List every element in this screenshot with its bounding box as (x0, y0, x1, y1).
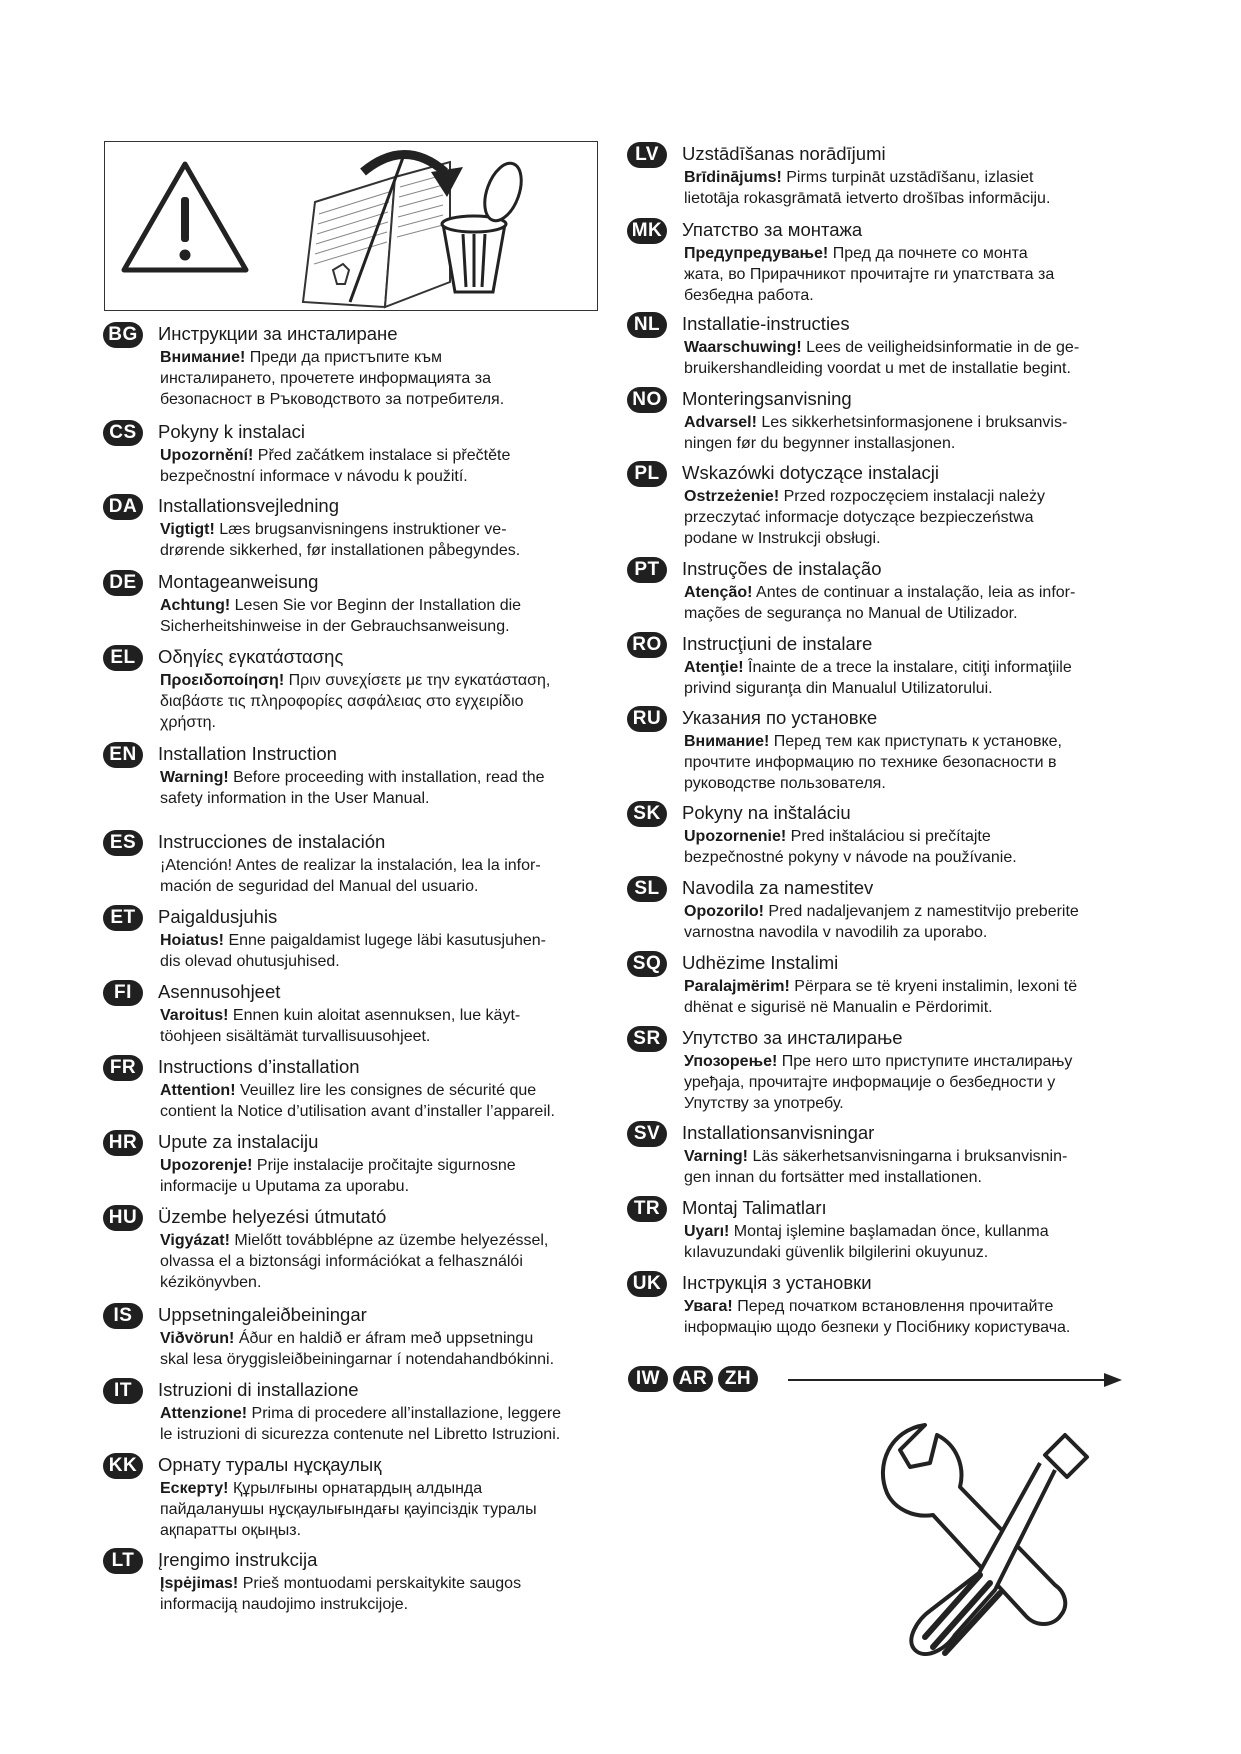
warning-line: Πριν συνεχίσετε με την εγκατάσταση, (284, 672, 551, 689)
warning-line: bruikershandleiding voordat u met de installatie begint. (684, 360, 1071, 377)
manual-icon (303, 162, 450, 307)
warning-label: Upozornenie! (684, 828, 787, 845)
warning-line: безопасност в Ръководството за потребителя. (160, 391, 505, 408)
language-badge: RO (627, 632, 667, 658)
warning-line: informaciją naudojimo instrukcijoje. (160, 1596, 409, 1613)
warning-text (684, 243, 1124, 306)
warning-line: Prieš montuodami perskaitykite saugos (238, 1575, 522, 1592)
arrow-line (788, 1379, 1106, 1381)
warning-line: gen innan du fortsätter med installationen. (684, 1169, 982, 1186)
warning-line: contient la Notice d’utilisation avant d’installer l’appareil. (160, 1103, 555, 1120)
language-badge: MK (627, 218, 667, 244)
language-badge: TR (627, 1196, 667, 1222)
warning-text (160, 855, 600, 897)
warning-label: Vigtigt! (160, 521, 215, 538)
language-badge: NL (627, 312, 667, 338)
warning-label: Waarschuwing! (684, 339, 802, 356)
arrow-right-icon (1104, 1373, 1122, 1387)
warning-line: kézikönyvben. (160, 1274, 262, 1291)
section-title: Інструкція з установки (682, 1272, 872, 1293)
warning-label: Opozorilo! (684, 903, 764, 920)
warning-line: Les sikkerhetsinformasjonene i bruksanvis- (756, 414, 1068, 431)
warning-line: инсталирането, прочетете информацията за (160, 370, 491, 387)
warning-text (684, 976, 1124, 1018)
section-title: Instrucciones de instalación (158, 831, 386, 852)
section-title: Wskazówki dotyczące instalacji (682, 462, 940, 483)
section-title: Uzstādīšanas norādījumi (682, 143, 886, 164)
section-title: Istruzioni di installazione (158, 1379, 359, 1400)
warning-label: Varoitus! (160, 1007, 229, 1024)
language-badge: SK (627, 801, 667, 827)
language-badge: HU (103, 1205, 143, 1231)
section-title: Upute za instalaciju (158, 1131, 319, 1152)
warning-label: Предупредување! (684, 245, 829, 262)
warning-line: kılavuzundaki güvenlik bilgilerini okuyunuz. (684, 1244, 989, 1261)
warning-line: Пред да почнете со монта (828, 245, 1028, 262)
warning-label: Upozornění! (160, 447, 254, 464)
section-title: Упутство за инсталирање (682, 1027, 903, 1048)
language-badge: DA (103, 494, 143, 520)
section-title: Инструкции за инсталиране (158, 323, 398, 344)
warning-label: Atenção! (684, 584, 753, 601)
warning-line: Przed rozpoczęciem instalacji należy (779, 488, 1046, 505)
warning-label: Viðvörun! (160, 1330, 235, 1347)
warning-line: жата, во Прирачникот прочитајте ги упатствата за (684, 266, 1055, 283)
language-badge: SR (627, 1026, 667, 1052)
language-badge: FI (103, 980, 143, 1006)
section-title: Installationsvejledning (158, 495, 340, 516)
warning-text (160, 1230, 600, 1293)
warning-line: mações de segurança no Manual de Utilizador. (684, 605, 1018, 622)
warning-line: Prima di procedere all’installazione, leggere (247, 1405, 562, 1422)
warning-text (160, 1573, 600, 1615)
language-badge: SL (627, 876, 667, 902)
warning-line: пайдаланушы нұсқаулығындағы қауіпсіздік туралы (160, 1501, 537, 1518)
section-title: Installationsanvisningar (682, 1122, 875, 1143)
warning-text (160, 347, 600, 410)
language-badge: PL (627, 461, 667, 487)
warning-line: mación de seguridad del Manual del usuario. (160, 878, 479, 895)
section-title: Udhëzime Instalimi (682, 952, 839, 973)
warning-label: Ostrzeżenie! (684, 488, 780, 505)
language-badge: PT (627, 557, 667, 583)
language-badge: AR (673, 1366, 713, 1392)
warning-line: töohjeen sisältämät turvallisuusohjeet. (160, 1028, 431, 1045)
warning-text (160, 1155, 600, 1197)
warning-line: διαβάστε τις πληροφορίες ασφάλειας στο εγχειρίδιο (160, 693, 524, 710)
warning-line: ¡Atención! Antes de realizar la instalación, lea la infor- (160, 857, 541, 874)
warning-line: руководстве пользователя. (684, 775, 886, 792)
warning-label: Advarsel! (684, 414, 757, 431)
language-badge: UK (627, 1271, 667, 1297)
section-title: Üzembe helyezési útmutató (158, 1206, 387, 1227)
tools-illustration (875, 1415, 1120, 1675)
section-title: Instructions d’installation (158, 1056, 360, 1077)
section-title: Įrengimo instrukcija (158, 1549, 318, 1570)
language-badge: EN (103, 742, 143, 768)
section-title: Navodila za namestitev (682, 877, 874, 898)
section-title: Montaj Talimatları (682, 1197, 827, 1218)
warning-line: dis olevad ohutusjuhised. (160, 953, 340, 970)
language-badge: ES (103, 830, 143, 856)
warning-line: Veuillez lire les consignes de sécurité que (235, 1082, 537, 1099)
warning-label: Attention! (160, 1082, 236, 1099)
section-title: Asennusohjeet (158, 981, 281, 1002)
more-languages-row (628, 1366, 1118, 1396)
warning-text (160, 1403, 600, 1445)
warning-text (160, 1328, 600, 1370)
warning-line: Înainte de a trece la instalare, citiţi informaţiile (743, 659, 1072, 676)
language-badge: LT (103, 1548, 143, 1574)
warning-label: Attenzione! (160, 1405, 248, 1422)
warning-label: Įspėjimas! (160, 1575, 239, 1592)
wrench-screwdriver-icon (875, 1415, 1120, 1670)
warning-line: Përpara se të kryeni instalimin, lexoni të (789, 978, 1078, 995)
warning-line: skal lesa öryggisleiðbeiningarnar í notendahandbókinni. (160, 1351, 555, 1368)
section-title: Pokyny k instalaci (158, 421, 306, 442)
warning-text (684, 826, 1124, 868)
warning-label: Uyarı! (684, 1223, 730, 1240)
section-title: Installatie-instructies (682, 313, 850, 334)
warning-text (160, 930, 600, 972)
warning-line: χρήστη. (160, 714, 216, 731)
warning-line: Lees de veiligheidsinformatie in de ge- (801, 339, 1080, 356)
warning-label: Warning! (160, 769, 229, 786)
warning-line: Áður en haldið er áfram með uppsetningu (234, 1330, 534, 1347)
language-badge: RU (627, 706, 667, 732)
warning-text (160, 445, 600, 487)
warning-label: Achtung! (160, 597, 231, 614)
warning-text (160, 519, 600, 561)
warning-line: Montaj işlemine başlamadan önce, kullanma (729, 1223, 1049, 1240)
warning-line: Пре него што приступите инсталирању (777, 1053, 1073, 1070)
warning-line: Pred nadaljevanjem z namestitvijo preberite (763, 903, 1079, 920)
warning-line: інформацію щодо безпеки у Посібнику користувача. (684, 1319, 1071, 1336)
warning-line: przeczytać informacje dotyczące bezpieczeństwa (684, 509, 1034, 526)
warning-label: Vigyázat! (160, 1232, 230, 1249)
warning-line: informacije u Uputama za uporabu. (160, 1178, 410, 1195)
warning-text (684, 412, 1124, 454)
warning-line: ningen før du begynner installasjonen. (684, 435, 956, 452)
warning-text (684, 1221, 1124, 1263)
warning-label: Внимание! (684, 733, 770, 750)
warning-line: Перед початком встановлення прочитайте (732, 1298, 1054, 1315)
warning-line: Перед тем как приступать к установке, (769, 733, 1062, 750)
warning-line: olvassa el a biztonsági információkat a felhasználói (160, 1253, 523, 1270)
warning-line: Mielőtt továbblépne az üzembe helyezéssel, (229, 1232, 549, 1249)
warning-line: Pred inštaláciou si prečítajte (786, 828, 991, 845)
section-title: Installation Instruction (158, 743, 337, 764)
section-title: Paigaldusjuhis (158, 906, 278, 927)
warning-label: Atenţie! (684, 659, 744, 676)
language-badge: ZH (718, 1366, 758, 1392)
warning-line: уређаја, прочитајте информације о безбедности у (684, 1074, 1056, 1091)
language-badge: BG (103, 322, 143, 348)
warning-label: Hoiatus! (160, 932, 224, 949)
language-badge: LV (627, 142, 667, 168)
language-badge: IW (628, 1366, 668, 1392)
language-badge: IT (103, 1378, 143, 1404)
language-badge: FR (103, 1055, 143, 1081)
language-badge: SV (627, 1121, 667, 1147)
warning-line: dhënat e sigurisë në Manualin e Përdorimit. (684, 999, 993, 1016)
language-badge: SQ (627, 951, 667, 977)
warning-text (684, 1296, 1124, 1338)
language-badge: KK (103, 1453, 143, 1479)
language-badge: HR (103, 1130, 143, 1156)
warning-line: прочтите информацию по технике безопасности в (684, 754, 1057, 771)
section-title: Орнату туралы нұсқаулық (158, 1454, 382, 1475)
warning-text (684, 731, 1124, 794)
warning-label: Paralajmërim! (684, 978, 790, 995)
language-badge: EL (103, 645, 143, 671)
warning-pictogram (104, 141, 598, 311)
section-title: Montageanweisung (158, 571, 319, 592)
warning-text (160, 767, 600, 809)
warning-label: Увага! (684, 1298, 733, 1315)
section-title: Monteringsanvisning (682, 388, 852, 409)
warning-line: bezpečnostní informace v návodu k použití. (160, 468, 468, 485)
warning-line: le istruzioni di sicurezza contenute nel Libretto Istruzioni. (160, 1426, 561, 1443)
language-badge: DE (103, 570, 143, 596)
warning-line: privind siguranţa din Manualul Utilizatorului. (684, 680, 993, 697)
warning-label: Ескерту! (160, 1480, 229, 1497)
warning-line: Před začátkem instalace si přečtěte (253, 447, 511, 464)
warning-text (684, 1051, 1124, 1114)
warning-line: Antes de continuar a instalação, leia as infor- (752, 584, 1076, 601)
language-badge: CS (103, 420, 143, 446)
warning-line: Enne paigaldamist lugege läbi kasutusjuhen- (224, 932, 546, 949)
warning-text (684, 582, 1124, 624)
warning-line: Құрылғыны орнатардың алдында (228, 1480, 483, 1497)
section-title: Pokyny na inštaláciu (682, 802, 851, 823)
warning-line: Lesen Sie vor Beginn der Installation die (230, 597, 522, 614)
section-title: Uppsetningaleiðbeiningar (158, 1304, 367, 1325)
warning-label: Внимание! (160, 349, 246, 366)
warning-line: lietotāja rokasgrāmatā ietverto drošības informāciju. (684, 190, 1051, 207)
section-title: Instruções de instalação (682, 558, 882, 579)
warning-line: drørende sikkerhed, før installationen påbegyndes. (160, 542, 521, 559)
language-badge: IS (103, 1303, 143, 1329)
warning-text (684, 1146, 1124, 1188)
warning-label: Brīdinājums! (684, 169, 782, 186)
warning-line: safety information in the User Manual. (160, 790, 430, 807)
section-title: Указания по установке (682, 707, 878, 728)
warning-text (684, 486, 1124, 549)
warning-text (684, 657, 1124, 699)
warning-line: ақпаратты оқыңыз. (160, 1522, 302, 1539)
warning-line: Læs brugsanvisningens instruktioner ve- (214, 521, 507, 538)
warning-label: Упозорење! (684, 1053, 778, 1070)
warning-line: Упутству за употребу. (684, 1095, 844, 1112)
warning-line: безбедна работа. (684, 287, 814, 304)
warning-text (160, 1005, 600, 1047)
warning-text (160, 595, 600, 637)
section-title: Οδηγίες εγκατάστασης (158, 646, 344, 667)
warning-line: Before proceeding with installation, read the (228, 769, 545, 786)
warning-text (160, 670, 600, 733)
warning-line: bezpečnostné pokyny v návode na používanie. (684, 849, 1017, 866)
warning-line: Läs säkerhetsanvisningarna i bruksanvisnin- (748, 1148, 1068, 1165)
section-title: Упатство за монтажа (682, 219, 863, 240)
warning-line: Pirms turpināt uzstādīšanu, izlasiet (781, 169, 1034, 186)
warning-line: Ennen kuin aloitat asennuksen, lue käyt- (228, 1007, 521, 1024)
warning-label: Varning! (684, 1148, 749, 1165)
warning-text (684, 167, 1124, 209)
warning-text (160, 1478, 600, 1541)
warning-line: Prije instalacije pročitajte sigurnosne (252, 1157, 516, 1174)
language-badge: ET (103, 905, 143, 931)
section-title: Instrucţiuni de instalare (682, 633, 873, 654)
warning-triangle-icon (124, 164, 246, 270)
warning-line: varnostna navodila v navodilih za uporabo. (684, 924, 988, 941)
warning-line: podane w Instrukcji obsługi. (684, 530, 881, 547)
warning-illustration (105, 142, 596, 309)
warning-line: Sicherheitshinweise in der Gebrauchsanweisung. (160, 618, 510, 635)
language-badge: NO (627, 387, 667, 413)
warning-text (684, 901, 1124, 943)
warning-text (684, 337, 1124, 379)
warning-label: Προειδοποίηση! (160, 672, 285, 689)
warning-label: Upozorenje! (160, 1157, 253, 1174)
warning-line: Преди да пристъпите към (245, 349, 443, 366)
warning-text (160, 1080, 600, 1122)
